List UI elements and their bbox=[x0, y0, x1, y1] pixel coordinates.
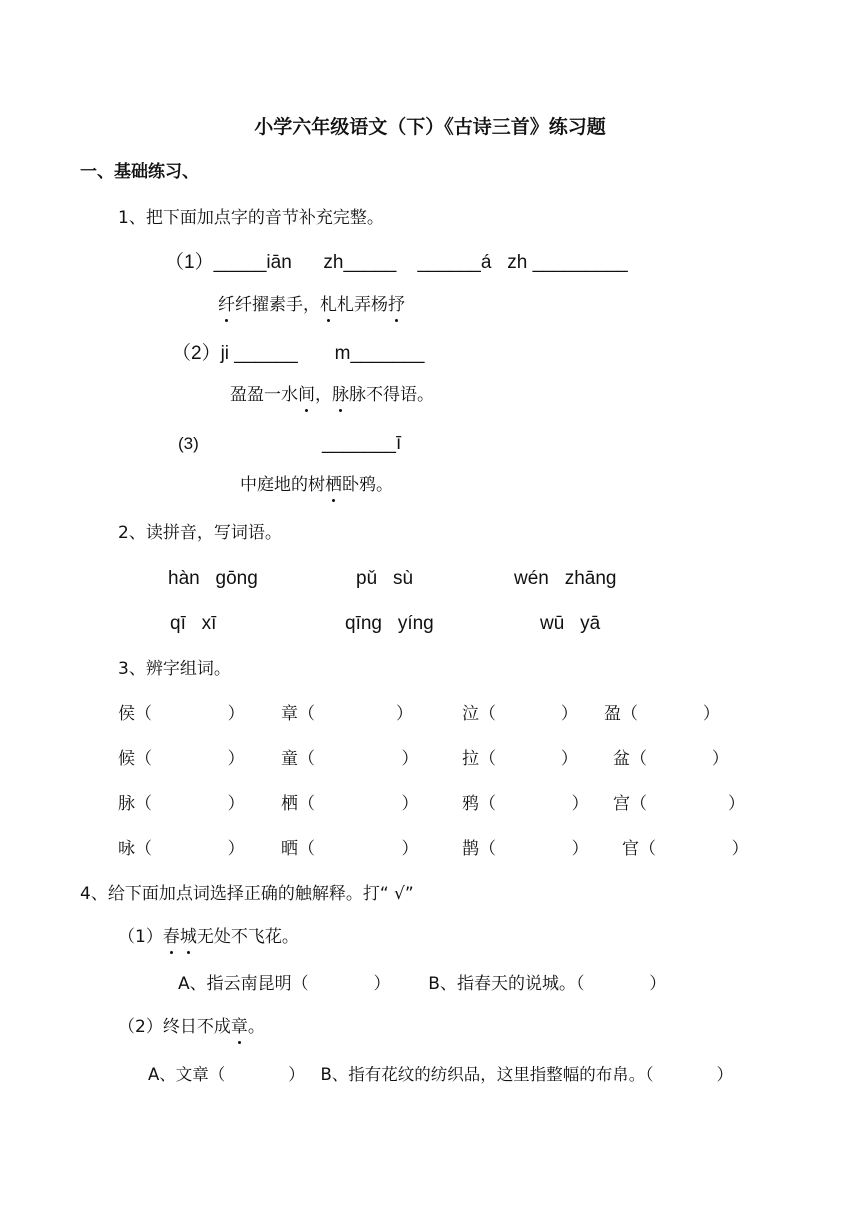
pinyin-word: hàn gōng bbox=[168, 568, 258, 589]
dotted-char: 抒 bbox=[388, 295, 405, 315]
text-span: ， bbox=[315, 385, 332, 405]
word-group-item: 盆（ ） bbox=[613, 749, 729, 769]
q1-part3-label: (3) bbox=[178, 434, 199, 453]
text-span: （2）终日不成 bbox=[118, 1017, 231, 1037]
dotted-char: 栖 bbox=[325, 475, 342, 495]
q4-sentence-1-options: A、指云南昆明（ ） B、指春天的说城。（ ） bbox=[178, 974, 667, 994]
q1-part1-pinyin: （1）_____iān zh_____ ______á zh _________ bbox=[165, 252, 628, 273]
word-group-item: 栖（ ） bbox=[281, 794, 419, 814]
word-group-item: 章（ ） bbox=[281, 704, 414, 724]
question-1-prompt: 1、把下面加点字的音节补充完整。 bbox=[118, 208, 384, 228]
q1-part1-line bbox=[218, 294, 405, 316]
word-group-item: 咏（ ） bbox=[118, 839, 245, 859]
dotted-char: 纤 bbox=[218, 295, 235, 315]
text-span: 脉不得语。 bbox=[349, 385, 434, 405]
word-group-item: 鹊（ ） bbox=[462, 839, 589, 859]
dotted-char: 章 bbox=[230, 1017, 248, 1037]
question-4-prompt: 4、给下面加点词选择正确的触解释。打“ √” bbox=[80, 884, 414, 904]
text-span: 卧鸦。 bbox=[342, 475, 393, 495]
word-group-item: 童（ ） bbox=[281, 749, 419, 769]
word-group-item: 官（ ） bbox=[622, 839, 749, 859]
word-group-item: 侯（ ） bbox=[118, 704, 245, 724]
text-span: 中庭地的树 bbox=[240, 475, 325, 495]
q1-part2-pinyin: （2）ji ______ m_______ bbox=[172, 343, 425, 364]
word-group-item: 晒（ ） bbox=[281, 839, 419, 859]
text-span: （1） bbox=[118, 927, 163, 947]
text-span: 无处不飞花。 bbox=[196, 927, 299, 947]
word-group-item: 候（ ） bbox=[118, 749, 245, 769]
word-group-item: 泣（ ） bbox=[462, 704, 578, 724]
q4-sentence-2-options: A、文章（ ） B、指有花纹的纺织品，这里指整幅的布帛。（ ） bbox=[148, 1065, 733, 1084]
pinyin-word: wū yā bbox=[540, 613, 601, 634]
q1-part3-line bbox=[240, 474, 393, 496]
text-span: 擢素手， bbox=[252, 295, 320, 315]
text-span: 札弄杨 bbox=[337, 295, 388, 315]
pinyin-word: pǔ sù bbox=[356, 568, 414, 589]
word-group-item: 拉（ ） bbox=[462, 749, 578, 769]
page-title: 小学六年级语文（下）《古诗三首》练习题 bbox=[254, 116, 606, 138]
dotted-char: 春 bbox=[162, 927, 180, 947]
dotted-char: 脉 bbox=[332, 385, 349, 405]
text-span: 纤 bbox=[235, 295, 252, 315]
dotted-char: 城 bbox=[179, 927, 197, 947]
dotted-char: 间 bbox=[298, 385, 315, 405]
text-span: 盈盈一水 bbox=[230, 385, 298, 405]
word-group-item: 宫（ ） bbox=[613, 794, 746, 814]
dotted-char: 札 bbox=[320, 295, 337, 315]
word-group-item: 盈（ ） bbox=[604, 704, 720, 724]
word-group-item: 脉（ ） bbox=[118, 794, 245, 814]
question-3-prompt: 3、辨字组词。 bbox=[118, 659, 231, 679]
q4-sentence-1 bbox=[118, 926, 299, 948]
section-heading: 一、基础练习、 bbox=[80, 162, 199, 182]
text-span: 。 bbox=[247, 1017, 265, 1037]
q1-part3-pinyin: _______ī bbox=[322, 433, 402, 454]
word-group-item: 鸦（ ） bbox=[462, 794, 589, 814]
pinyin-word: wén zhāng bbox=[514, 568, 617, 589]
q4-sentence-2 bbox=[118, 1016, 265, 1038]
q1-part2-line bbox=[230, 384, 434, 406]
question-2-prompt: 2、读拼音，写词语。 bbox=[118, 523, 282, 543]
pinyin-word: qī xī bbox=[170, 613, 217, 634]
pinyin-word: qīng yíng bbox=[345, 613, 434, 634]
